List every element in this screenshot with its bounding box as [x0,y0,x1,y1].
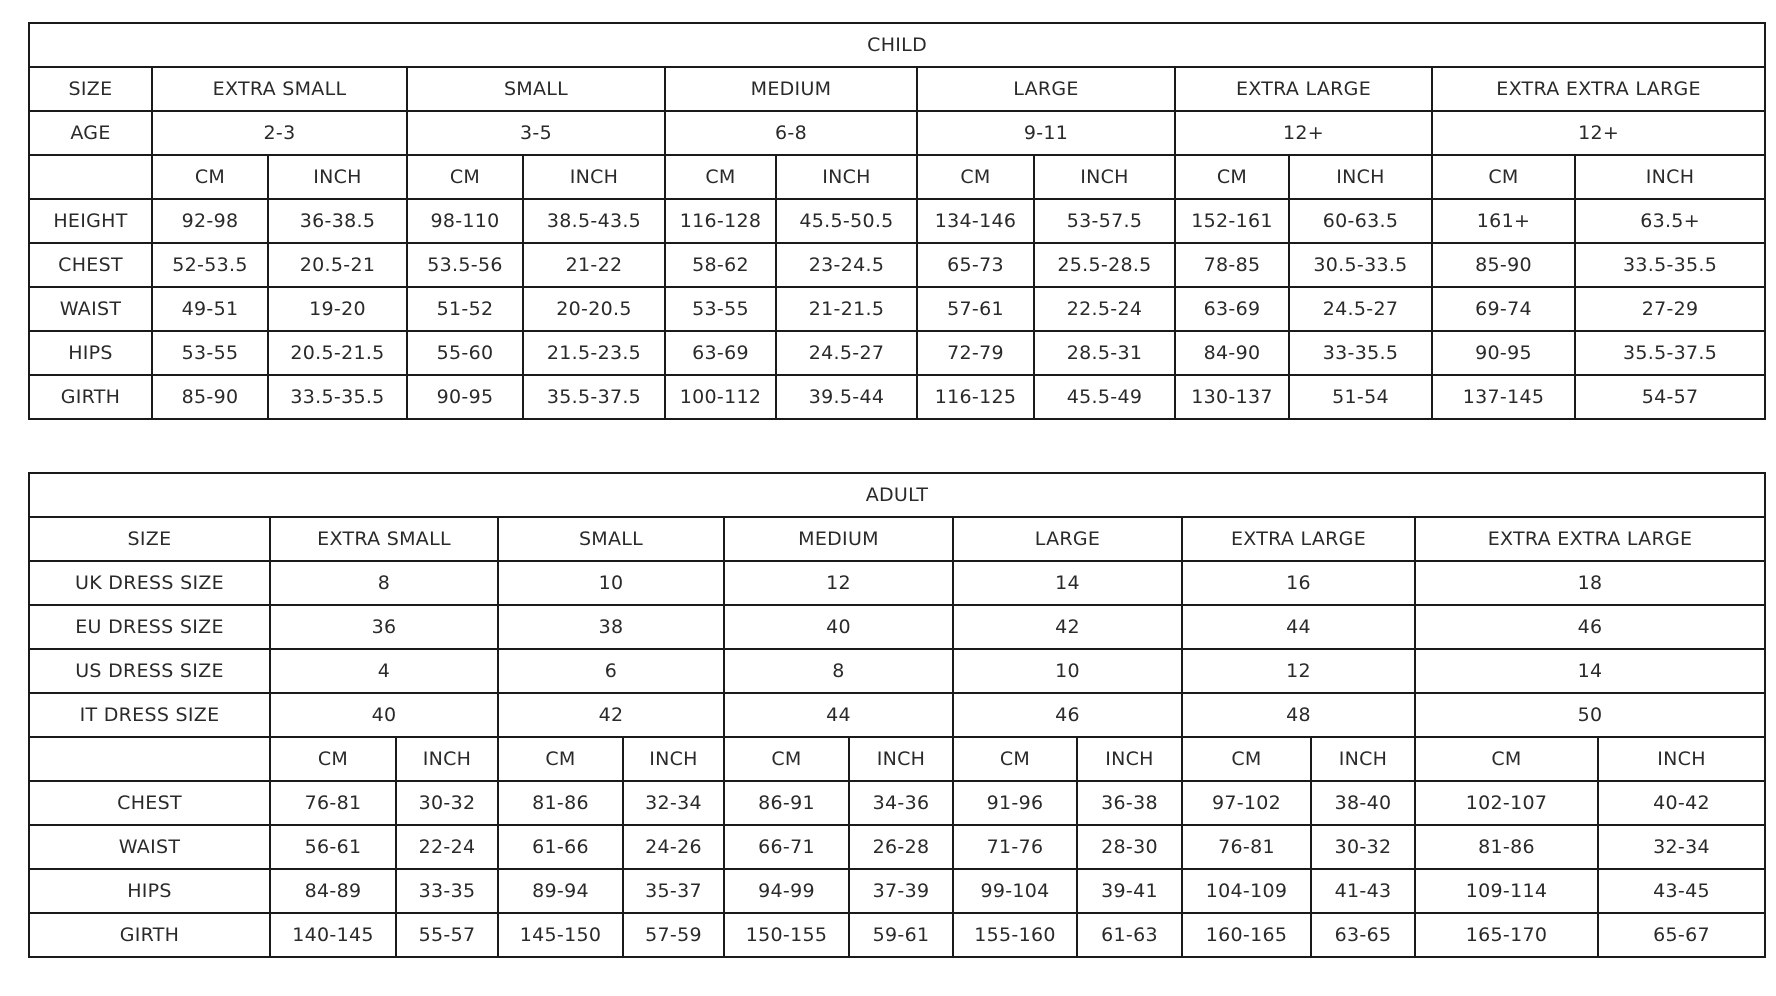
row-label-girth: GIRTH [29,375,152,419]
measurement-cell: 43-45 [1598,869,1765,913]
dress-size-value: 10 [498,561,724,605]
unit-header-inch: INCH [396,737,498,781]
measurement-cell: 98-110 [407,199,523,243]
measurement-cell: 140-145 [270,913,396,957]
age-value: 3-5 [407,111,665,155]
adult-row-us-dress-size [29,649,1765,693]
age-value: 9-11 [917,111,1175,155]
unit-header-inch: INCH [268,155,407,199]
child-row-girth [29,375,1765,419]
measurement-cell: 57-61 [917,287,1034,331]
unit-header-inch: INCH [776,155,917,199]
row-label-eu-dress-size: EU DRESS SIZE [29,605,270,649]
measurement-cell: 51-54 [1289,375,1432,419]
measurement-cell: 25.5-28.5 [1034,243,1175,287]
dress-size-value: 36 [270,605,498,649]
measurement-cell: 155-160 [953,913,1077,957]
measurement-cell: 76-81 [270,781,396,825]
measurement-cell: 24.5-27 [776,331,917,375]
measurement-cell: 30-32 [1311,825,1415,869]
row-label-chest: CHEST [29,781,270,825]
unit-header-cm: CM [270,737,396,781]
measurement-cell: 40-42 [1598,781,1765,825]
measurement-cell: 92-98 [152,199,268,243]
unit-header-cm: CM [665,155,776,199]
measurement-cell: 28.5-31 [1034,331,1175,375]
measurement-cell: 49-51 [152,287,268,331]
row-label-waist: WAIST [29,825,270,869]
age-value: 12+ [1175,111,1432,155]
measurement-cell: 24.5-27 [1289,287,1432,331]
measurement-cell: 39-41 [1077,869,1182,913]
dress-size-value: 44 [724,693,953,737]
measurement-cell: 78-85 [1175,243,1289,287]
dress-size-value: 46 [953,693,1182,737]
size-header-extra-extra-large: EXTRA EXTRA LARGE [1415,517,1765,561]
measurement-cell: 72-79 [917,331,1034,375]
child-row-chest [29,243,1765,287]
row-label-chest: CHEST [29,243,152,287]
measurement-cell: 65-67 [1598,913,1765,957]
adult-row-girth [29,913,1765,957]
unit-header-cm: CM [1432,155,1575,199]
measurement-cell: 51-52 [407,287,523,331]
measurement-cell: 102-107 [1415,781,1598,825]
dress-size-value: 46 [1415,605,1765,649]
measurement-cell: 61-63 [1077,913,1182,957]
child-title-row [29,23,1765,67]
measurement-cell: 91-96 [953,781,1077,825]
measurement-cell: 84-90 [1175,331,1289,375]
age-value: 6-8 [665,111,917,155]
measurement-cell: 21-21.5 [776,287,917,331]
row-label-age: AGE [29,111,152,155]
size-header-extra-large: EXTRA LARGE [1175,67,1432,111]
child-size-table [28,22,1766,420]
dress-size-value: 18 [1415,561,1765,605]
measurement-cell: 63.5+ [1575,199,1765,243]
measurement-cell: 39.5-44 [776,375,917,419]
measurement-cell: 89-94 [498,869,623,913]
dress-size-value: 4 [270,649,498,693]
measurement-cell: 69-74 [1432,287,1575,331]
measurement-cell: 58-62 [665,243,776,287]
size-header-extra-extra-large: EXTRA EXTRA LARGE [1432,67,1765,111]
measurement-cell: 97-102 [1182,781,1311,825]
unit-header-cm: CM [407,155,523,199]
unit-header-inch: INCH [523,155,665,199]
unit-header-cm: CM [953,737,1077,781]
measurement-cell: 152-161 [1175,199,1289,243]
dress-size-value: 42 [953,605,1182,649]
row-label-height: HEIGHT [29,199,152,243]
measurement-cell: 22.5-24 [1034,287,1175,331]
measurement-cell: 66-71 [724,825,849,869]
measurement-cell: 116-128 [665,199,776,243]
measurement-cell: 27-29 [1575,287,1765,331]
measurement-cell: 53-55 [665,287,776,331]
measurement-cell: 28-30 [1077,825,1182,869]
dress-size-value: 40 [724,605,953,649]
measurement-cell: 94-99 [724,869,849,913]
row-label-size: SIZE [29,67,152,111]
unit-header-inch: INCH [1311,737,1415,781]
measurement-cell: 35.5-37.5 [523,375,665,419]
measurement-cell: 55-57 [396,913,498,957]
measurement-cell: 26-28 [849,825,953,869]
dress-size-value: 8 [270,561,498,605]
measurement-cell: 145-150 [498,913,623,957]
measurement-cell: 53.5-56 [407,243,523,287]
child-size-row [29,67,1765,111]
measurement-cell: 36-38 [1077,781,1182,825]
dress-size-value: 50 [1415,693,1765,737]
size-header-extra-large: EXTRA LARGE [1182,517,1415,561]
measurement-cell: 63-69 [665,331,776,375]
adult-unit-row [29,737,1765,781]
measurement-cell: 36-38.5 [268,199,407,243]
measurement-cell: 45.5-50.5 [776,199,917,243]
unit-header-inch: INCH [1575,155,1765,199]
measurement-cell: 59-61 [849,913,953,957]
row-label-it-dress-size: IT DRESS SIZE [29,693,270,737]
unit-header-inch: INCH [1034,155,1175,199]
age-value: 12+ [1432,111,1765,155]
adult-row-waist [29,825,1765,869]
measurement-cell: 20.5-21.5 [268,331,407,375]
unit-row-blank [29,155,152,199]
unit-header-inch: INCH [623,737,724,781]
child-row-waist [29,287,1765,331]
measurement-cell: 21.5-23.5 [523,331,665,375]
dress-size-value: 42 [498,693,724,737]
measurement-cell: 41-43 [1311,869,1415,913]
measurement-cell: 33-35 [396,869,498,913]
measurement-cell: 71-76 [953,825,1077,869]
measurement-cell: 63-65 [1311,913,1415,957]
measurement-cell: 33.5-35.5 [1575,243,1765,287]
row-label-hips: HIPS [29,331,152,375]
measurement-cell: 134-146 [917,199,1034,243]
adult-table-title: ADULT [29,473,1765,517]
adult-title-row [29,473,1765,517]
adult-size-row [29,517,1765,561]
unit-header-cm: CM [152,155,268,199]
measurement-cell: 32-34 [623,781,724,825]
measurement-cell: 23-24.5 [776,243,917,287]
dress-size-value: 12 [724,561,953,605]
dress-size-value: 12 [1182,649,1415,693]
age-value: 2-3 [152,111,407,155]
measurement-cell: 86-91 [724,781,849,825]
measurement-cell: 56-61 [270,825,396,869]
measurement-cell: 60-63.5 [1289,199,1432,243]
dress-size-value: 44 [1182,605,1415,649]
measurement-cell: 61-66 [498,825,623,869]
measurement-cell: 32-34 [1598,825,1765,869]
measurement-cell: 160-165 [1182,913,1311,957]
child-unit-row [29,155,1765,199]
dress-size-value: 14 [953,561,1182,605]
dress-size-value: 8 [724,649,953,693]
measurement-cell: 99-104 [953,869,1077,913]
dress-size-value: 16 [1182,561,1415,605]
measurement-cell: 53-57.5 [1034,199,1175,243]
measurement-cell: 84-89 [270,869,396,913]
unit-header-inch: INCH [1289,155,1432,199]
measurement-cell: 45.5-49 [1034,375,1175,419]
measurement-cell: 116-125 [917,375,1034,419]
child-age-row [29,111,1765,155]
measurement-cell: 137-145 [1432,375,1575,419]
measurement-cell: 161+ [1432,199,1575,243]
measurement-cell: 38-40 [1311,781,1415,825]
measurement-cell: 38.5-43.5 [523,199,665,243]
measurement-cell: 19-20 [268,287,407,331]
unit-header-inch: INCH [1598,737,1765,781]
unit-header-inch: INCH [849,737,953,781]
row-label-hips: HIPS [29,869,270,913]
unit-row-blank [29,737,270,781]
adult-row-it-dress-size [29,693,1765,737]
dress-size-value: 38 [498,605,724,649]
size-header-medium: MEDIUM [724,517,953,561]
measurement-cell: 85-90 [152,375,268,419]
size-header-large: LARGE [953,517,1182,561]
size-header-large: LARGE [917,67,1175,111]
unit-header-cm: CM [1415,737,1598,781]
row-label-uk-dress-size: UK DRESS SIZE [29,561,270,605]
measurement-cell: 37-39 [849,869,953,913]
measurement-cell: 100-112 [665,375,776,419]
unit-header-inch: INCH [1077,737,1182,781]
size-header-medium: MEDIUM [665,67,917,111]
measurement-cell: 81-86 [1415,825,1598,869]
dress-size-value: 48 [1182,693,1415,737]
unit-header-cm: CM [1182,737,1311,781]
child-table-title: CHILD [29,23,1765,67]
size-header-small: SMALL [407,67,665,111]
adult-size-table [28,472,1766,958]
dress-size-value: 6 [498,649,724,693]
measurement-cell: 165-170 [1415,913,1598,957]
measurement-cell: 34-36 [849,781,953,825]
unit-header-cm: CM [1175,155,1289,199]
measurement-cell: 90-95 [407,375,523,419]
row-label-girth: GIRTH [29,913,270,957]
measurement-cell: 35-37 [623,869,724,913]
measurement-cell: 85-90 [1432,243,1575,287]
size-header-extra-small: EXTRA SMALL [152,67,407,111]
row-label-size: SIZE [29,517,270,561]
measurement-cell: 21-22 [523,243,665,287]
measurement-cell: 109-114 [1415,869,1598,913]
unit-header-cm: CM [498,737,623,781]
measurement-cell: 65-73 [917,243,1034,287]
measurement-cell: 55-60 [407,331,523,375]
measurement-cell: 104-109 [1182,869,1311,913]
measurement-cell: 130-137 [1175,375,1289,419]
dress-size-value: 14 [1415,649,1765,693]
measurement-cell: 54-57 [1575,375,1765,419]
child-row-hips [29,331,1765,375]
measurement-cell: 20-20.5 [523,287,665,331]
adult-row-hips [29,869,1765,913]
adult-row-chest [29,781,1765,825]
adult-row-eu-dress-size [29,605,1765,649]
measurement-cell: 35.5-37.5 [1575,331,1765,375]
measurement-cell: 52-53.5 [152,243,268,287]
measurement-cell: 150-155 [724,913,849,957]
measurement-cell: 76-81 [1182,825,1311,869]
row-label-waist: WAIST [29,287,152,331]
measurement-cell: 57-59 [623,913,724,957]
child-row-height [29,199,1765,243]
unit-header-cm: CM [724,737,849,781]
adult-row-uk-dress-size [29,561,1765,605]
measurement-cell: 22-24 [396,825,498,869]
size-header-extra-small: EXTRA SMALL [270,517,498,561]
size-header-small: SMALL [498,517,724,561]
measurement-cell: 30.5-33.5 [1289,243,1432,287]
measurement-cell: 24-26 [623,825,724,869]
row-label-us-dress-size: US DRESS SIZE [29,649,270,693]
measurement-cell: 33-35.5 [1289,331,1432,375]
measurement-cell: 20.5-21 [268,243,407,287]
measurement-cell: 53-55 [152,331,268,375]
dress-size-value: 10 [953,649,1182,693]
dress-size-value: 40 [270,693,498,737]
measurement-cell: 63-69 [1175,287,1289,331]
unit-header-cm: CM [917,155,1034,199]
measurement-cell: 90-95 [1432,331,1575,375]
measurement-cell: 30-32 [396,781,498,825]
measurement-cell: 33.5-35.5 [268,375,407,419]
measurement-cell: 81-86 [498,781,623,825]
